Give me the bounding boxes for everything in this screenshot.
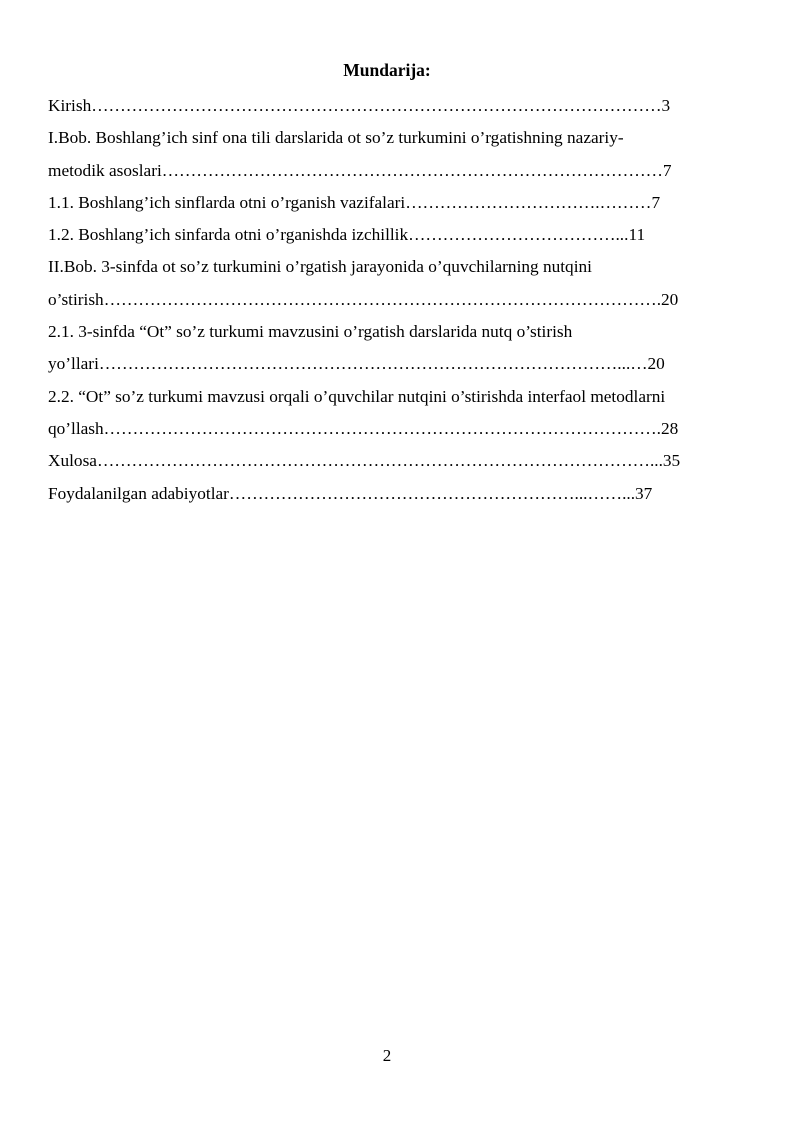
toc-line-section-2-1-cont: yo’llari………………………………………………………………………………...…20: [48, 354, 665, 374]
toc-line-section-1-1: 1.1. Boshlang’ich sinflarda otni o’rganish vazifalari…………………………….………7: [48, 192, 661, 212]
toc-line-section-2-1: 2.1. 3-sinfda “Ot” so’z turkumi mavzusini o’rgatish darslarida nutq o’stirish: [48, 322, 573, 342]
toc-line-chapter-2-title-cont: o’stirish…………………………………………………………………………………….20: [48, 289, 679, 309]
toc-heading: Mundarija:: [343, 60, 431, 80]
toc-line-chapter-1-title: I.Bob. Boshlang’ich sinf ona tili darslarida ot so’z turkumini o’rgatishning nazariy-: [48, 128, 624, 148]
table-of-contents: [48, 90, 738, 510]
toc-line-section-2-2: 2.2. “Ot” so’z turkumi mavzusi orqali o’quvchilar nutqini o’stirishda interfaol metodlarni: [48, 386, 666, 406]
toc-line-conclusion: Xulosa……………………………………………………………………………………...35: [48, 451, 681, 471]
page-number: 2: [382, 1046, 392, 1065]
toc-line-chapter-1-title-cont: metodik asoslari……………………………………………………………………………7: [48, 160, 672, 180]
toc-line-intro: Kirish………………………………………………………………………………………3: [48, 96, 671, 115]
toc-line-section-1-2: 1.2. Boshlang’ich sinfarda otni o’rganishda izchillik………………………………...11: [48, 225, 646, 245]
toc-line-chapter-2-title: II.Bob. 3-sinfda ot so’z turkumini o’rgatish jarayonida o’quvchilarning nutqini: [48, 257, 592, 277]
toc-line-section-2-2-cont: qo’llash…………………………………………………………………………………….28: [48, 418, 679, 438]
toc-line-references: Foydalanilgan adabiyotlar……………………………………………………...……...37: [48, 483, 653, 503]
